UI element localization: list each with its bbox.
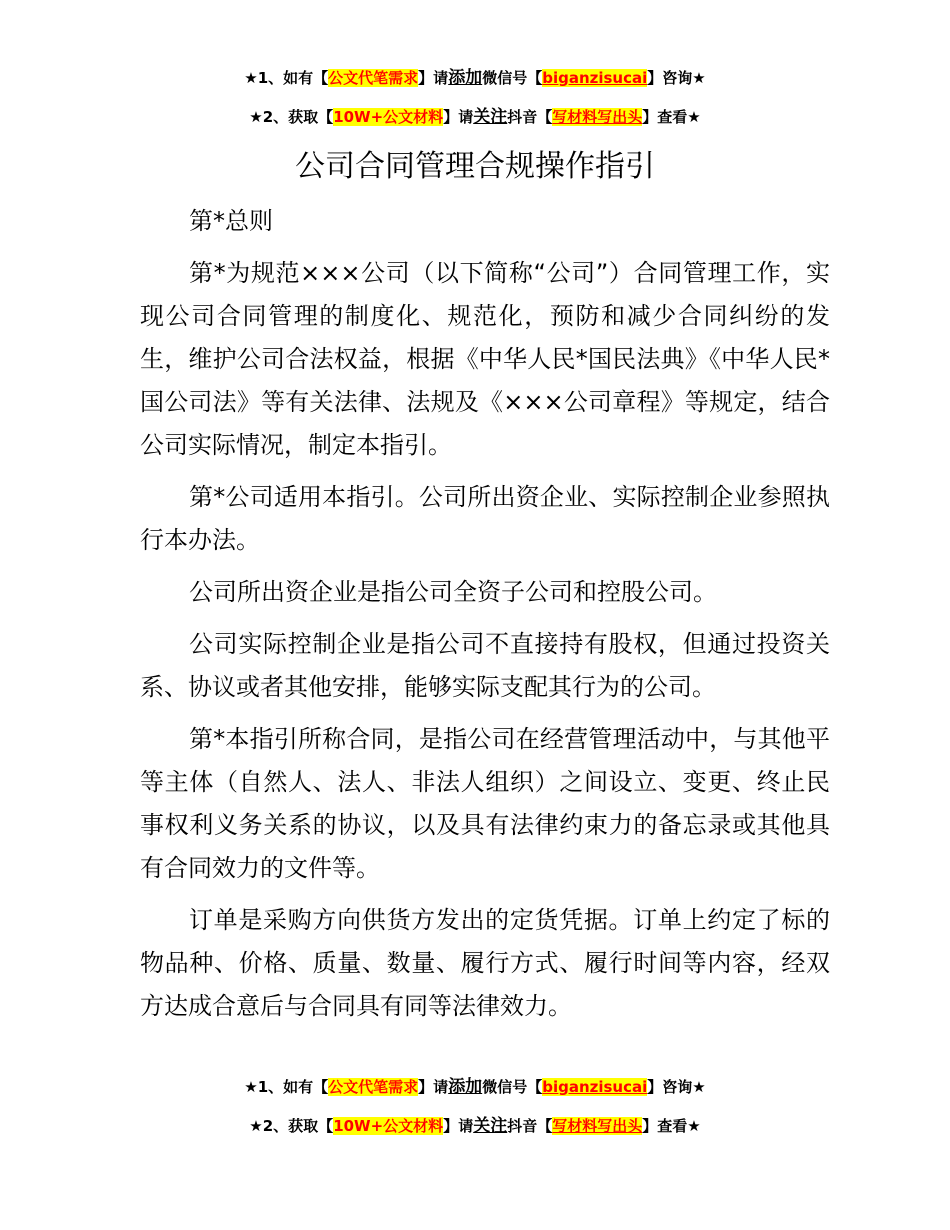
promo-text: ★2、获取【 (249, 108, 334, 126)
paragraph: 第*本指引所称合同，是指公司在经营管理活动中，与其他平等主体（自然人、法人、非法人组织）之间设立、变更、终止民事权利义务关系的协议，以及具有法律约束力的备忘录或其他具有合同效力的文件等。 (140, 725, 830, 882)
promo-text: 】请 (443, 1117, 474, 1135)
footer-promo-line-2 (0, 1116, 950, 1136)
promo-underlined: 关注 (473, 1116, 508, 1136)
footer-promo-line-1 (0, 1077, 950, 1097)
paragraph: 第*为规范×××公司（以下简称“公司”）合同管理工作，实现公司合同管理的制度化、规范化，预防和减少合同纠纷的发生，维护公司合法权益，根据《中华人民*国民法典》《中华人民*国公司法》等有关法律、法规及《×××公司章程》等规定，结合公司实际情况，制定本指引。 (140, 259, 830, 459)
promo-underlined: 关注 (473, 107, 508, 127)
document-body (140, 200, 830, 1037)
promo-douyin-id: 写材料写出头 (552, 1117, 643, 1135)
promo-text: 】咨询★ (647, 1078, 706, 1096)
promo-text: 】查看★ (642, 1117, 701, 1135)
promo-highlight: 公文代笔需求 (328, 69, 419, 87)
promo-text: ★1、如有【 (244, 1078, 329, 1096)
paragraph: 公司实际控制企业是指公司不直接持有股权，但通过投资关系、协议或者其他安排，能够实际支配其行为的公司。 (140, 630, 830, 701)
paragraph: 订单是采购方向供货方发出的定货凭据。订单上约定了标的物品种、价格、质量、数量、履行方式、履行时间等内容，经双方达成合意后与合同具有同等法律效力。 (140, 906, 830, 1020)
promo-wechat-id: biganzisucai (542, 1078, 648, 1096)
promo-wechat-id: biganzisucai (542, 69, 648, 87)
promo-text: 抖音【 (507, 108, 553, 126)
promo-douyin-id: 写材料写出头 (552, 108, 643, 126)
promo-text: 微信号【 (482, 1078, 543, 1096)
promo-text: 】咨询★ (647, 69, 706, 87)
paragraph: 公司所出资企业是指公司全资子公司和控股公司。 (189, 578, 717, 606)
promo-text: ★2、获取【 (249, 1117, 334, 1135)
promo-text: ★1、如有【 (244, 69, 329, 87)
document-title: 公司合同管理合规操作指引 (295, 149, 655, 184)
promo-underlined: 添加 (448, 1077, 483, 1097)
promo-text: 微信号【 (482, 69, 543, 87)
promo-text: 抖音【 (507, 1117, 553, 1135)
promo-text: 】请 (418, 69, 449, 87)
header-promo-line-1 (0, 68, 950, 88)
promo-underlined: 添加 (448, 68, 483, 88)
promo-highlight: 10W+公文材料 (333, 1117, 444, 1135)
promo-text: 】请 (418, 1078, 449, 1096)
promo-text: 】查看★ (642, 108, 701, 126)
paragraph: 第*公司适用本指引。公司所出资企业、实际控制企业参照执行本办法。 (140, 483, 830, 554)
promo-highlight: 公文代笔需求 (328, 1078, 419, 1096)
section-heading: 第*总则 (189, 207, 273, 235)
header-promo-line-2 (0, 107, 950, 127)
promo-text: 】请 (443, 108, 474, 126)
promo-highlight: 10W+公文材料 (333, 108, 444, 126)
